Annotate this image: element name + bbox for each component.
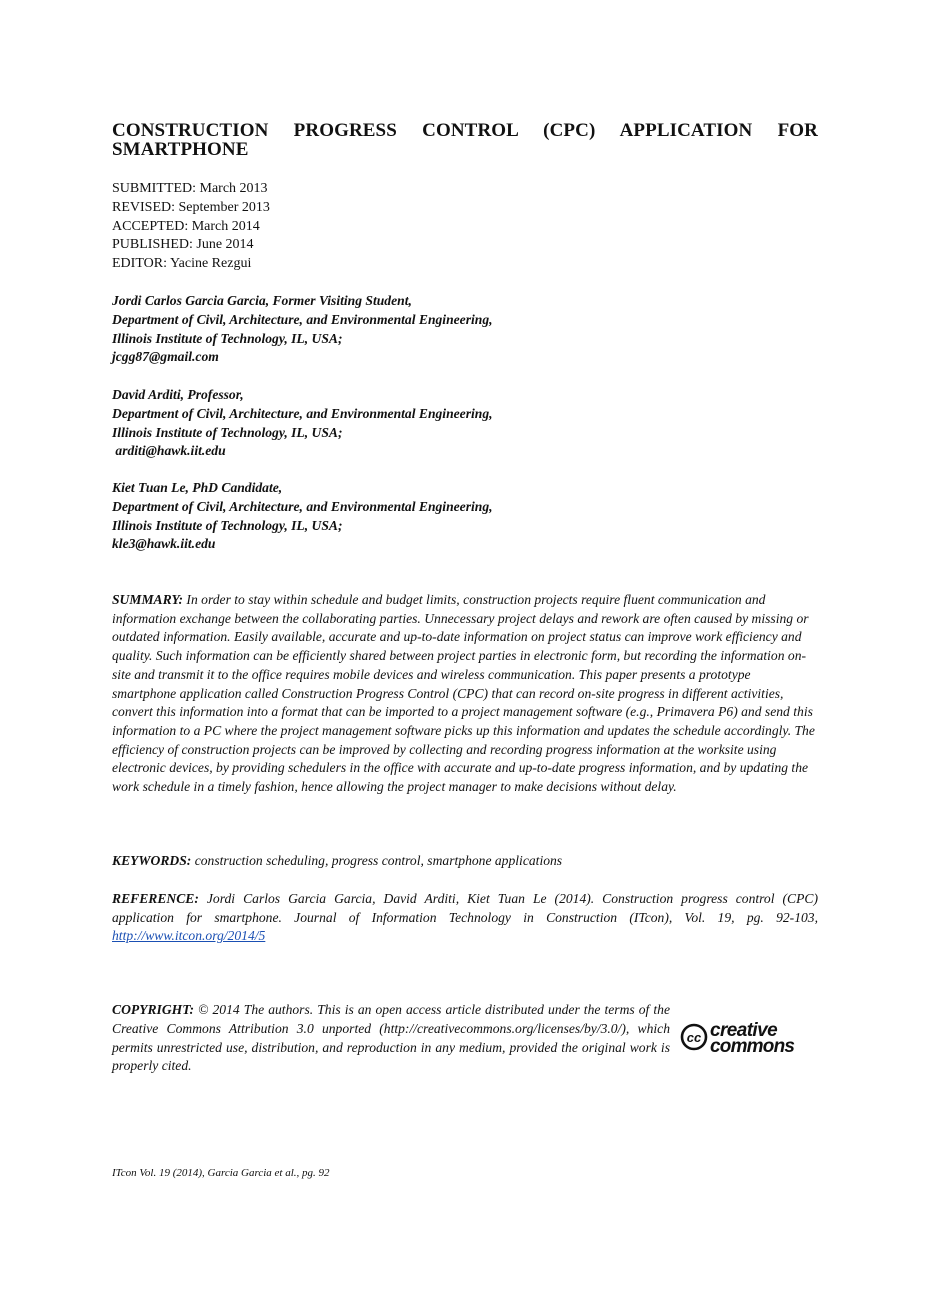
author-email: jcgg87@gmail.com: [112, 349, 219, 365]
keywords: [112, 852, 818, 871]
svg-text:commons: commons: [710, 1036, 795, 1057]
copyright-label: COPYRIGHT:: [112, 1002, 195, 1017]
paper-title: CONSTRUCTION PROGRESS CONTROL (CPC) APPLICATION FOR SMARTPHONE: [112, 120, 818, 160]
accepted-date: ACCEPTED: March 2014: [112, 218, 260, 234]
revised-date: REVISED: September 2013: [112, 199, 270, 215]
author-name: Jordi Carlos Garcia Garcia, Former Visiting Student,: [112, 293, 412, 308]
publication-dates: [112, 180, 270, 274]
reference-text: Jordi Carlos Garcia Garcia, David Arditi, Kiet Tuan Le (2014). Construction progress control (CPC) application for smartphone. Journal of Information Technology in Construction (ITcon), Vol. 19, pg. 92-103,: [112, 891, 818, 925]
svg-text:creative: creative: [710, 1020, 778, 1041]
copyright: [112, 1001, 818, 1076]
author-email: kle3@hawk.iit.edu: [112, 536, 216, 552]
reference-link[interactable]: http://www.itcon.org/2014/5: [112, 928, 266, 944]
author-name: David Arditi, Professor,: [112, 387, 244, 402]
creative-commons-logo: [680, 1017, 818, 1057]
author-department: Department of Civil, Architecture, and Environmental Engineering,: [112, 498, 493, 514]
author-institution: Illinois Institute of Technology, IL, USA;: [112, 517, 343, 533]
author-block-2: [112, 386, 493, 461]
reference-label: REFERENCE:: [112, 891, 199, 906]
published-date: PUBLISHED: June 2014: [112, 237, 254, 253]
summary: [112, 591, 818, 797]
keywords-label: KEYWORDS:: [112, 853, 192, 868]
author-department: Department of Civil, Architecture, and Environmental Engineering,: [112, 311, 493, 327]
submitted-date: SUBMITTED: March 2013: [112, 181, 268, 196]
keywords-text: construction scheduling, progress control, smartphone applications: [191, 853, 563, 868]
author-email: arditi@hawk.iit.edu: [112, 443, 226, 459]
author-name: Kiet Tuan Le, PhD Candidate,: [112, 480, 283, 495]
editor: EDITOR: Yacine Rezgui: [112, 256, 252, 272]
summary-label: SUMMARY:: [112, 592, 184, 607]
author-institution: Illinois Institute of Technology, IL, USA;: [112, 424, 343, 440]
author-block-3: [112, 479, 493, 554]
copyright-text: © 2014 The authors. This is an open access article distributed under the terms of the Creative Commons Attribution 3.0 unported (http://creativecommons.org/licenses/by/3.0/), which permits unrestricted use, distribution, and reproduction in any medium, provided the original work is properly cited.: [112, 1002, 670, 1074]
author-institution: Illinois Institute of Technology, IL, USA;: [112, 330, 343, 346]
author-department: Department of Civil, Architecture, and Environmental Engineering,: [112, 405, 493, 421]
svg-text:cc: cc: [686, 1030, 702, 1045]
summary-text: In order to stay within schedule and budget limits, construction projects require fluent communication and information exchange between the collaborating parties. Unnecessary project delays and rework are often caused by missing or outdated information. Easily available, accurate and up-to-date information on project status can improve work efficiency and quality. Such information can be efficiently shared between project parties in electronic form, but recording the information on-site and transmit it to the office requires mobile devices and wireless communication. This paper presents a prototype smartphone application called Construction Progress Control (CPC) that can record on-site progress in different activities, convert this information into a format that can be imported to a project management software (e.g., Primavera P6) and send this information to a PC where the project management software picks up this information and updates the schedule accordingly. The efficiency of construction projects can be improved by collecting and recording progress information at the worksite using electronic devices, by providing schedulers in the office with accurate and up-to-date progress information, and by updating the work schedule in a timely fashion, hence allowing the project manager to make decisions without delay.: [112, 592, 815, 795]
reference: [112, 890, 818, 946]
page-footer: ITcon Vol. 19 (2014), Garcia Garcia et al., pg. 92: [112, 1167, 330, 1179]
creative-commons-icon: [680, 1017, 818, 1057]
author-block-1: [112, 292, 493, 367]
